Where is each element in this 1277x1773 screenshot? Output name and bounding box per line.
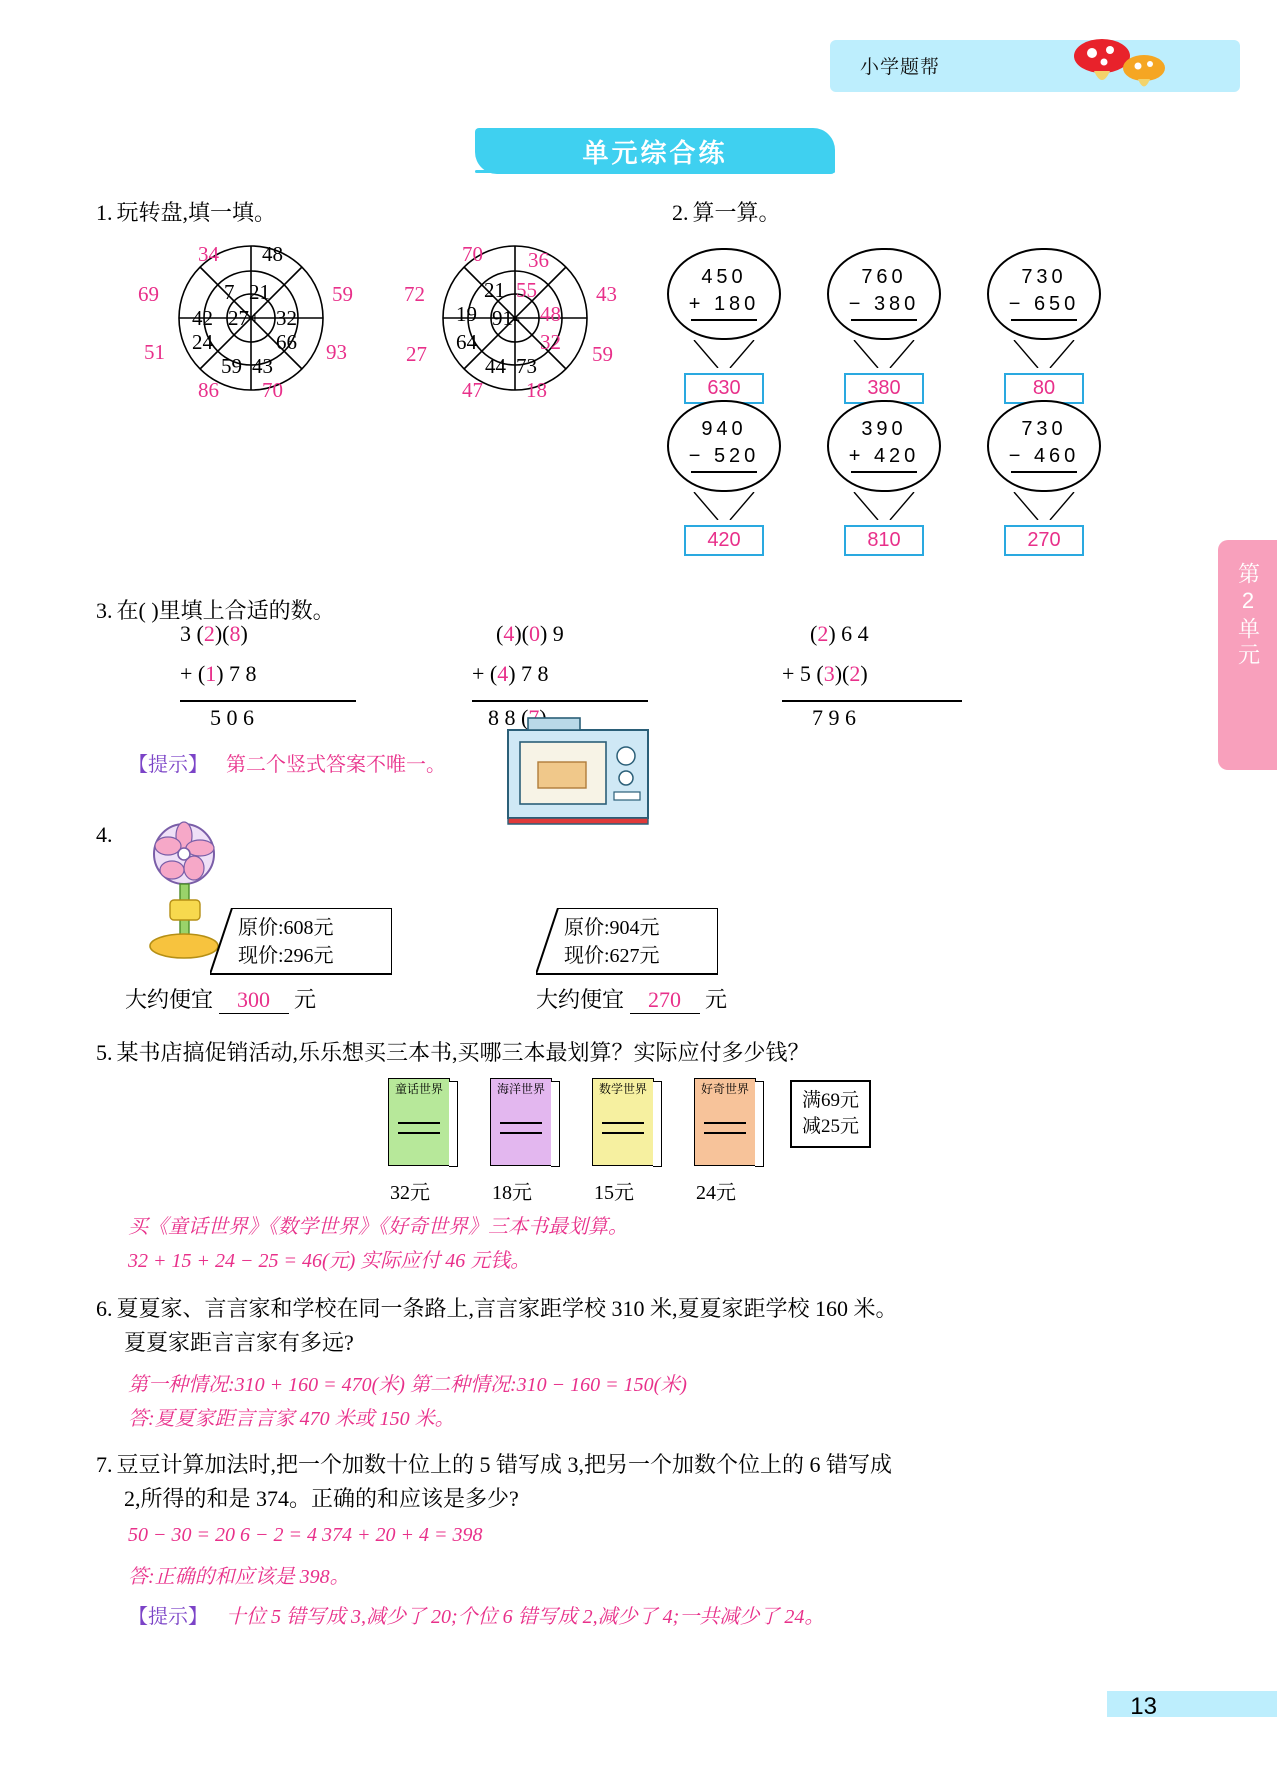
section-banner: [475, 128, 835, 174]
addend-2: − 380: [848, 293, 920, 315]
wheel-left-inner-0: 7: [224, 280, 235, 304]
balloon-item: [808, 248, 960, 404]
q6-text-2: 夏夏家距言言家有多远?: [124, 1330, 354, 1355]
price-tag-microwave: [536, 908, 660, 970]
book-price: 32元: [390, 1182, 430, 1204]
q7-solution-2: 答:正确的和应该是 398。: [128, 1566, 350, 1588]
promo-line-2: 减25元: [802, 1116, 860, 1137]
balloon-body: [667, 400, 781, 492]
calc-bar: [851, 471, 917, 473]
q5-text: 某书店搞促销活动,乐乐想买三本书,买哪三本最划算？实际应付多少钱？: [116, 1040, 810, 1065]
q2-number: 2.: [672, 200, 689, 225]
vc2-blank-b[interactable]: 0: [528, 621, 540, 646]
fan-saving-label: 大约便宜: [125, 987, 214, 1012]
book-line: [398, 1122, 440, 1124]
q7-hint: [128, 1600, 824, 1629]
question-7-heading: [96, 1448, 892, 1482]
balloon-strings: [808, 492, 960, 520]
wheel-left-inner-7: 43: [252, 354, 273, 378]
balloon-body: [667, 248, 781, 340]
q7-text-2: 2,所得的和是 374。正确的和应该是多少?: [124, 1486, 519, 1511]
book-spine: [449, 1081, 458, 1167]
addend-1: 730: [1021, 266, 1067, 288]
vc2-row2: + (4) 7 8: [472, 661, 549, 686]
q1-text: 玩转盘,填一填。: [116, 200, 277, 225]
answer-box[interactable]: 810: [844, 525, 924, 556]
balloon-item: [808, 400, 960, 556]
spin-wheel-right[interactable]: [400, 238, 630, 402]
wheel-left-inner-4: 24: [192, 330, 213, 354]
book-item: [388, 1078, 450, 1166]
wheel-left-inner-1: 21: [249, 280, 270, 304]
book-line: [704, 1132, 746, 1134]
microwave-saving-line: [536, 983, 727, 1014]
answer-box[interactable]: 630: [684, 373, 764, 404]
banner-underline: [475, 170, 835, 173]
book-item: [694, 1078, 756, 1166]
promo-line-1: 满69元: [802, 1090, 860, 1111]
vc3-blank-a[interactable]: 2: [817, 621, 829, 646]
wheel-right-outer-6: 27: [406, 342, 427, 366]
wheel-right-outer-5: 47: [462, 378, 483, 402]
q6-number: 6.: [96, 1296, 113, 1321]
vc1-row2: + (1) 7 8: [180, 661, 257, 686]
calc-bar: [851, 319, 917, 321]
wheel-right-outer-2: 43: [596, 282, 617, 306]
vertical-calc-3: [782, 614, 869, 738]
balloon-body: [827, 400, 941, 492]
book-title: 好奇世界: [700, 1082, 749, 1096]
banner-title: 单元综合练: [582, 137, 728, 168]
promotion-sign: [790, 1080, 871, 1148]
book-price: 15元: [594, 1182, 634, 1204]
vc2-blank-c[interactable]: 4: [497, 661, 509, 686]
side-tab-label: 第2单元: [1235, 562, 1261, 669]
calc-bar: [691, 319, 757, 321]
microwave-saving-label: 大约便宜: [536, 987, 625, 1012]
brand-title: 小学题帮: [860, 57, 941, 78]
q5-solution-2: 32 + 15 + 24 − 25 = 46(元) 实际应付 46 元钱。: [128, 1250, 531, 1272]
question-1-heading: [96, 196, 276, 230]
balloon-calculation: [669, 266, 779, 321]
wheel-left-outer-7: 69: [138, 282, 159, 306]
wheel-right-inner-0: 21: [484, 278, 505, 302]
question-5-heading: [96, 1036, 810, 1070]
balloon-item: [648, 248, 800, 404]
balloon-body: [827, 248, 941, 340]
fan-saving-line: [125, 983, 316, 1014]
wheel-left-outer-1: 48: [262, 242, 283, 266]
q3-text: 在( )里填上合适的数。: [116, 598, 335, 623]
wheel-left-outer-3: 93: [326, 340, 347, 364]
fan-original-price: 原价:608元: [238, 917, 334, 939]
book-title: 海洋世界: [496, 1082, 545, 1096]
fan-saving-value[interactable]: 300: [219, 987, 289, 1014]
balloon-item: [968, 400, 1120, 556]
balloon-strings: [648, 340, 800, 368]
addend-2: − 520: [688, 445, 760, 467]
book-spine: [755, 1081, 764, 1167]
book-line: [704, 1122, 746, 1124]
microwave-oven-icon: [498, 712, 658, 832]
q7-text-1: 豆豆计算加法时,把一个加数十位上的 5 错写成 3,把另一个加数个位上的 6 错写成: [116, 1452, 893, 1477]
answer-box[interactable]: 80: [1004, 373, 1084, 404]
wheel-right-inner-3: 48: [540, 302, 561, 326]
microwave-original-price: 原价:904元: [564, 917, 660, 939]
q3-hint-mark: 【提示】: [128, 754, 208, 776]
vc1-row1: 3 (2)(8): [180, 621, 248, 646]
answer-box[interactable]: 420: [684, 525, 764, 556]
q7-hint-mark: 【提示】: [128, 1606, 208, 1628]
wheel-left-outer-5: 86: [198, 378, 219, 402]
q3-hint-text: 第二个竖式答案不唯一。: [226, 754, 446, 776]
wheel-right-outer-0: 70: [462, 242, 483, 266]
addend-1: 940: [701, 418, 747, 440]
vc3-blank-b[interactable]: 3: [823, 661, 835, 686]
microwave-current-price: 现价:627元: [564, 945, 660, 967]
vc1-blank-c[interactable]: 1: [205, 661, 217, 686]
balloon-strings: [968, 340, 1120, 368]
wheel-right-inner-6: 44: [485, 354, 506, 378]
balloon-strings: [808, 340, 960, 368]
addend-1: 760: [861, 266, 907, 288]
book-line: [500, 1122, 542, 1124]
vc3-row2: + 5 (3)(2): [782, 661, 868, 686]
wheel-left-outer-0: 34: [198, 242, 219, 266]
balloon-calculation: [829, 418, 939, 473]
wheel-right-inner-2: 19: [456, 302, 477, 326]
vc3-row1: (2) 6 4: [810, 621, 869, 646]
vc2-rule: [472, 700, 648, 702]
addend-2: + 180: [688, 293, 760, 315]
calc-bar: [1011, 471, 1077, 473]
wheel-right-inner-7: 73: [516, 354, 537, 378]
wheel-left-outer-2: 59: [332, 282, 353, 306]
balloon-body: [987, 400, 1101, 492]
wheel-left-outer-4: 70: [262, 378, 283, 402]
wheel-left-inner-6: 59: [221, 354, 242, 378]
addend-2: − 460: [1008, 445, 1080, 467]
wheel-right-outer-1: 36: [528, 248, 549, 272]
fan-saving-unit: 元: [294, 987, 317, 1012]
price-tag-fan: [210, 908, 334, 970]
book-spine: [653, 1081, 662, 1167]
book-item: [490, 1078, 552, 1166]
q2-text: 算一算。: [692, 200, 781, 225]
balloon-calculation: [829, 266, 939, 321]
vc3-blank-c[interactable]: 2: [849, 661, 861, 686]
balloon-calculation: [669, 418, 779, 473]
q7-solution-1: 50 − 30 = 20 6 − 2 = 4 374 + 20 + 4 = 398: [128, 1524, 483, 1546]
wheel-right-outer-4: 18: [526, 378, 547, 402]
spin-wheel-left[interactable]: [136, 238, 366, 402]
vc1-blank-b[interactable]: 8: [229, 621, 241, 646]
vc3-rule: [782, 700, 962, 702]
book-line: [602, 1132, 644, 1134]
balloon-calculation: [989, 418, 1099, 473]
book-title: 数学世界: [598, 1082, 647, 1096]
book-price: 24元: [696, 1182, 736, 1204]
vc2-blank-a[interactable]: 4: [503, 621, 515, 646]
q6-text-1: 夏夏家、言言家和学校在同一条路上,言言家距学校 310 米,夏夏家距学校 160 米。: [116, 1296, 898, 1321]
book-line: [500, 1132, 542, 1134]
fan-current-price: 现价:296元: [238, 945, 334, 967]
book-item: [592, 1078, 654, 1166]
wheel-left-outer-6: 51: [144, 340, 165, 364]
book-line: [398, 1132, 440, 1134]
vc3-row3: 7 9 6: [812, 705, 856, 730]
page-number: 13: [1130, 1693, 1157, 1720]
microwave-saving-value[interactable]: 270: [630, 987, 700, 1014]
wheel-right-inner-5: 32: [540, 330, 561, 354]
wheel-left-inner-2: 42: [192, 306, 213, 330]
vc2-row3: 8 8 (: [488, 698, 564, 738]
answer-box[interactable]: 380: [844, 373, 924, 404]
q3-hint: [128, 748, 446, 777]
q6-solution-1: 第一种情况:310 + 160 = 470(米) 第二种情况:310 − 160 = 150(米): [128, 1374, 687, 1396]
q7-hint-text: 十位 5 错写成 3,减少了 20;个位 6 错写成 2,减少了 4;一共减少了 24。: [226, 1606, 825, 1628]
wheel-right-outer-3: 59: [592, 342, 613, 366]
balloon-item: [968, 248, 1120, 404]
calc-bar: [691, 471, 757, 473]
balloon-body: [987, 248, 1101, 340]
balloon-strings: [968, 492, 1120, 520]
q6-solution-2: 答:夏夏家距言言家 470 米或 150 米。: [128, 1408, 455, 1430]
addend-1: 390: [861, 418, 907, 440]
vc2-row1: (4)(0) 9: [496, 621, 564, 646]
addend-1: 450: [701, 266, 747, 288]
wheel-right-center: 91-: [492, 306, 520, 330]
q4-number: 4.: [96, 822, 113, 847]
vc1-row3: 5 0 6: [210, 705, 254, 730]
q7-number: 7.: [96, 1452, 113, 1477]
microwave-saving-unit: 元: [705, 987, 728, 1012]
answer-box[interactable]: 270: [1004, 525, 1084, 556]
book-spine: [551, 1081, 560, 1167]
book-line: [602, 1122, 644, 1124]
wheel-left-inner-5: 66: [276, 330, 297, 354]
vertical-calc-1: [180, 614, 257, 738]
calc-bar: [1011, 319, 1077, 321]
vc1-blank-a[interactable]: 2: [203, 621, 215, 646]
wheel-left-inner-3: 32: [276, 306, 297, 330]
q5-number: 5.: [96, 1040, 113, 1065]
balloon-strings: [648, 492, 800, 520]
addend-2: + 420: [848, 445, 920, 467]
vc1-rule: [180, 700, 356, 702]
q1-number: 1.: [96, 200, 113, 225]
balloon-item: [648, 400, 800, 556]
addend-2: − 650: [1008, 293, 1080, 315]
wheel-left-center: 27+: [228, 306, 261, 330]
q3-number: 3.: [96, 598, 113, 623]
balloon-calculation: [989, 266, 1099, 321]
unit-side-tab: [1218, 540, 1277, 770]
wheel-right-inner-1: 55: [516, 278, 537, 302]
addend-1: 730: [1021, 418, 1067, 440]
question-4-heading: [96, 822, 113, 848]
q5-solution-1: 买《童话世界》《数学世界》《好奇世界》三本书最划算。: [128, 1216, 628, 1238]
book-price: 18元: [492, 1182, 532, 1204]
mushroom-icon: [1060, 36, 1180, 98]
book-title: 童话世界: [394, 1082, 443, 1096]
question-2-heading: [672, 196, 781, 230]
question-6-heading: [96, 1292, 898, 1326]
wheel-right-inner-4: 64: [456, 330, 477, 354]
wheel-right-outer-7: 72: [404, 282, 425, 306]
